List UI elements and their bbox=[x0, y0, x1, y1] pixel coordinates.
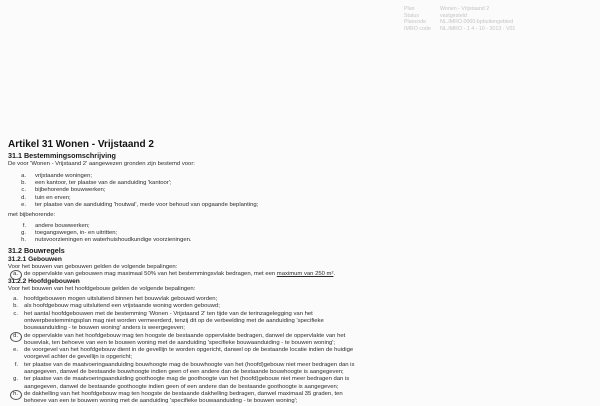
list-item bbox=[8, 391, 592, 406]
list-marker: f. bbox=[14, 361, 18, 368]
section-intro: De voor 'Wonen - Vrijstaand 2' aangewezen gronden zijn bestemd voor: bbox=[8, 160, 195, 167]
list-item-text bbox=[24, 391, 592, 406]
subsection-intro: Voor het bouwen van het hoofdgebouw gelden de volgende bepalingen: bbox=[8, 285, 196, 292]
list-marker: d. bbox=[8, 333, 18, 340]
line: behoeve van een te bouwen woning met de aanduiding 'specifieke bouwaanduiding - te bouwen woning'; bbox=[24, 398, 298, 405]
list-item-text bbox=[24, 333, 592, 348]
list-item bbox=[8, 333, 592, 348]
list-item bbox=[16, 180, 592, 187]
list-item bbox=[16, 237, 592, 244]
list-item bbox=[16, 223, 592, 230]
line: ter plaatse van de maatvoeringaanduiding goothoogte mag de goothoogte van het (hoofd)gebouw niet meer bedragen dan is bbox=[24, 376, 350, 383]
line: ter plaatse van de maatvoeringaanduiding bouwhoogte mag de bouwhoogte van het (hoofd)gebouw niet meer bedragen dan is bbox=[24, 361, 355, 368]
list-marker: b. bbox=[21, 180, 26, 187]
document-header bbox=[404, 6, 594, 32]
list-item bbox=[8, 296, 592, 303]
list-item-text: andere bouwwerken; bbox=[35, 222, 90, 229]
list-item-text: tuin en erven; bbox=[35, 194, 71, 201]
list-marker: a. bbox=[21, 172, 26, 179]
text-part: de oppervlakte van gebouwen mag maximaal 50% van het bestemmingsvlak bedragen, met een bbox=[24, 270, 277, 277]
list-marker: g. bbox=[13, 376, 18, 383]
header-row bbox=[404, 19, 594, 26]
line: aangegeven, danwel de bestaande bouwhoogte indien geen of een andere dan de bestaande bouwhoogte is aangegeven; bbox=[24, 369, 344, 376]
list-marker: f. bbox=[22, 222, 26, 229]
header-value: vastgesteld bbox=[440, 12, 467, 19]
subsection-intro: Voor het bouwen van gebouwen gelden de volgende bepalingen: bbox=[8, 263, 178, 270]
underlined-text: maximum van 250 m² bbox=[276, 270, 334, 277]
associated-list bbox=[8, 223, 592, 245]
list-marker: g. bbox=[21, 229, 26, 236]
line: ontwerpbestemmingsplan mag niet worden vermeerderd, tenzij dit op de verbeelding met de aanduiding 'specifieke bbox=[24, 317, 324, 324]
list-item-text bbox=[24, 362, 592, 377]
section-heading: 31.1 Bestemmingsomschrijving bbox=[8, 151, 116, 160]
list-item bbox=[8, 362, 592, 377]
list-marker: d. bbox=[21, 194, 26, 201]
header-value: Wonen - Vrijstaand 2 bbox=[440, 6, 490, 12]
list-item bbox=[8, 303, 592, 310]
line: hoofdgebouwen mogen uitsluitend binnen het bouwvlak gebouwd worden; bbox=[24, 296, 218, 303]
line: voorgevel achter de gevellijn is opgericht; bbox=[24, 354, 133, 361]
list-item bbox=[16, 173, 592, 180]
header-key: IMRO code bbox=[404, 25, 431, 32]
list-item-text bbox=[24, 376, 592, 391]
met-bijbehorende-label: met bijbehorende: bbox=[8, 212, 56, 219]
list-marker: c. bbox=[21, 187, 26, 194]
section-heading: 31.2 Bouwregels bbox=[8, 246, 65, 256]
text-part: . bbox=[333, 270, 336, 277]
header-row bbox=[404, 6, 594, 13]
subsection-heading: 31.2.1 Gebouwen bbox=[8, 255, 62, 263]
line: het aantal hoofdgebouwen met de bestemming 'Wonen - Vrijstaand 2' ten tijde van de terinzagelegging van het bbox=[24, 310, 313, 317]
list-marker: e. bbox=[21, 201, 26, 208]
list-item-text bbox=[24, 347, 592, 362]
line: de dakhelling van het hoofdgebouw mag ten hoogste de bestaande dakhelling bedragen, danwel maximaal 35 graden, ten bbox=[24, 390, 343, 397]
header-key: Plan bbox=[404, 6, 415, 12]
list-item-text: bijbehorende bouwwerken; bbox=[35, 187, 106, 194]
list-item-text bbox=[24, 296, 592, 303]
line: bouwvlak, ten behoeve van een te bouwen woning met de aanduiding 'specifieke bouwaanduiding - te bouwen woning'; bbox=[24, 339, 336, 346]
article-title: Artikel 31 Wonen - Vrijstaand 2 bbox=[8, 139, 154, 150]
subsection-heading: 31.2.2 Hoofdgebouwen bbox=[8, 278, 80, 286]
list-item bbox=[16, 195, 592, 202]
line: bouwaanduiding - te bouwen woning' anders is weergegeven; bbox=[24, 325, 185, 332]
list-item bbox=[16, 230, 592, 237]
list-item-text: een kantoor, ter plaatse van de aanduiding 'kantoor'; bbox=[35, 180, 172, 187]
line: aangegeven, danwel de bestaande goothoogte indien geen of een andere dan de bestaande goothoogte is aangegeven; bbox=[24, 383, 339, 390]
header-key: Plancode bbox=[404, 19, 427, 26]
header-value: NL.IMRO.0000.bpbuitengebied bbox=[440, 19, 514, 26]
list-item bbox=[8, 347, 592, 362]
buildings-list bbox=[8, 271, 592, 278]
main-buildings-list bbox=[8, 296, 592, 405]
purpose-list bbox=[8, 173, 592, 209]
list-marker: a. bbox=[8, 271, 18, 278]
list-item-text: vrijstaande woningen; bbox=[35, 172, 92, 179]
line: als hoofdgebouw mag uitsluitend een vrijstaande woning worden gebouwd; bbox=[24, 303, 220, 310]
list-item-text: nutsvoorzieningen en waterhuishoudkundige voorzieningen. bbox=[35, 237, 192, 244]
header-row bbox=[404, 26, 594, 33]
list-item-text: toegangswegen, in- en uitritten; bbox=[35, 229, 118, 236]
header-value: NL.IMRO - 1 4 - 10 - 2013 - V01 bbox=[440, 25, 516, 32]
list-marker: b. bbox=[13, 303, 18, 310]
article-content bbox=[8, 139, 592, 406]
list-item bbox=[8, 311, 592, 333]
list-marker: h. bbox=[21, 237, 26, 244]
list-item-text: ter plaatse van de aanduiding 'houtwal', mede voor behoud van opgaande beplanting; bbox=[35, 201, 259, 208]
list-item bbox=[16, 187, 592, 194]
header-key: Status bbox=[404, 12, 420, 19]
list-item-text bbox=[24, 271, 592, 278]
line: de voorgevel van het hoofdgebouw dient in de gevellijn te worden opgericht, danwel op de bestaande locatie indien de huidige bbox=[24, 347, 354, 354]
list-marker: a. bbox=[13, 296, 18, 303]
list-item-text bbox=[24, 311, 592, 333]
list-item bbox=[16, 202, 592, 209]
list-marker: h. bbox=[8, 391, 18, 398]
list-item bbox=[8, 271, 592, 278]
list-marker: e. bbox=[13, 347, 18, 354]
line: de oppervlakte van het hoofdgebouw mag ten hoogste de bestaande oppervlakte bedragen, danwel de oppervlakte van het bbox=[24, 332, 346, 339]
header-row bbox=[404, 13, 594, 20]
list-item-text bbox=[24, 303, 592, 310]
list-item bbox=[8, 376, 592, 391]
list-marker: c. bbox=[13, 310, 18, 317]
